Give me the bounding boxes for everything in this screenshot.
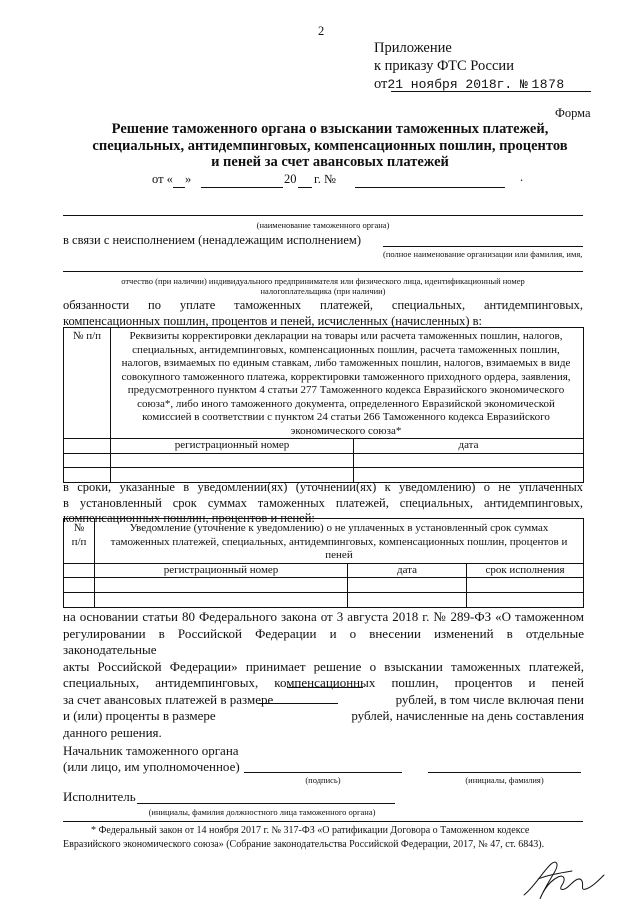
declaration-details-table — [63, 327, 584, 483]
year-field[interactable] — [298, 187, 312, 188]
terms-line-3: компенсационных пошлин, процентов и пеней: — [63, 511, 315, 525]
table2-sub-term: срок исполнения — [467, 563, 584, 578]
obligations-line-1: обязанности по уплате таможенных платежей, специальных, антидемпинговых, — [63, 298, 583, 312]
executor-label: Исполнитель — [63, 789, 136, 804]
page-number: 2 — [318, 24, 325, 38]
decision-line-3: акты Российской Федерации» принимает решение о взыскании таможенных платежей, — [63, 658, 584, 674]
executor-caption: (инициалы, фамилия должностного лица таможенного органа) — [148, 807, 376, 817]
month-field[interactable] — [201, 187, 283, 188]
person-caption-line-2: налогоплательщика (при наличии) — [260, 286, 386, 296]
table2-header: Уведомление (уточнение к уведомлению) о не уплаченных в установленный срок суммах таможенных платежей, специальных, антидемпинговых, компенсационных пошлин, процентов и пеней — [95, 519, 584, 564]
table2-row2-date[interactable] — [348, 593, 467, 608]
table1-row1-num[interactable] — [64, 453, 111, 467]
head-initials-caption: (инициалы, фамилия) — [465, 775, 544, 785]
decision-line-4: специальных, антидемпинговых, компенсационных пошлин, процентов и пеней — [63, 675, 584, 690]
accrued-label: рублей, начисленные на день составления — [351, 708, 584, 723]
decision-line-7: данного решения. — [63, 724, 162, 740]
advance-amount-label: за счет авансовых платежей в размере — [63, 691, 274, 707]
date-from: от « — [152, 172, 173, 186]
date-close-quote: » — [185, 172, 192, 186]
head-line-2: (или лицо, им уполномоченное) — [63, 759, 240, 774]
head-line-1: Начальник таможенного органа — [63, 743, 239, 758]
advance-amount-field[interactable] — [287, 687, 363, 688]
footnote-line-2: Евразийского экономического союза» (Собрание законодательства Российской Федерации, 2017, № 47, ст. 6843). — [63, 838, 545, 850]
head-signature-label — [63, 743, 240, 775]
decision-number-field[interactable] — [355, 187, 505, 188]
title-line-3: и пеней за счет авансовых платежей — [211, 154, 449, 170]
table2-sub-reg: регистрационный номер — [95, 563, 348, 578]
appendix-header — [374, 39, 565, 94]
appendix-title: Приложение — [374, 40, 452, 56]
table1-col-number: № п/п — [64, 328, 111, 439]
order-reference: к приказу ФТС России — [374, 58, 514, 74]
footnote-line-1: * Федеральный закон от 14 ноября 2017 г. № 317-ФЗ «О ратификации Договора о Таможенном кодексе — [91, 825, 530, 836]
document-title — [60, 121, 600, 171]
date-year: 20 — [284, 172, 297, 186]
table1-sub-date: дата — [354, 439, 584, 454]
table2-row1-num[interactable] — [64, 578, 95, 593]
notification-table — [63, 518, 584, 608]
person-name-field[interactable] — [63, 271, 583, 272]
customs-name-field[interactable] — [63, 215, 583, 216]
in-connection-text: в связи с неисполнением (ненадлежащим исполнением) — [63, 233, 361, 247]
decision-date-line — [152, 172, 532, 188]
terms-line-1: в сроки, указанные в уведомлении(ях) (уточнении(ях) к уведомлению) о не уплаченных — [63, 480, 583, 494]
day-field[interactable] — [173, 187, 185, 188]
including-penalties-label: рублей, в том числе включая пени — [395, 691, 584, 707]
signature-caption: (подпись) — [305, 775, 341, 785]
obligations-paragraph — [63, 298, 583, 329]
decision-line-1: на основании статьи 80 Федерального закона от 3 августа 2018 г. № 289-ФЗ «О таможенном — [63, 609, 584, 624]
handwritten-signature — [520, 855, 610, 903]
interest-amount-field[interactable] — [258, 703, 338, 704]
table1-header: Реквизиты корректировки декларации на товары или расчета таможенных пошлин, налогов, специальных, антидемпинговых, компенсационных пошлин, расчета таможенных пошлин, налогов, взимаемых по единым ставкам, либо таможенных пошлин, налогов, взимаемых в виде совокупного таможенного платежа, корректировки таможенного приходного ордера, заявления, предусмотренного пунктом 4 статьи 277 Таможенного кодекса Евразийского экономического союза*, либо иного таможенного документа, определенного Евразийской экономической комиссией в соответствии с пунктом 24 статьи 266 Таможенного кодекса Евразийского экономического союза* — [111, 328, 584, 439]
obligations-line-2: компенсационных пошлин, процентов и пеней, исчисленных (начисленных) в: — [63, 313, 483, 328]
table2-col-number: № п/п — [64, 519, 95, 564]
table1-row1-reg[interactable] — [111, 453, 354, 467]
head-signature-field[interactable] — [244, 772, 402, 773]
trailing-dot: . — [520, 170, 524, 184]
title-line-1: Решение таможенного органа о взыскании таможенных платежей, — [111, 121, 549, 137]
table2-sub-empty — [64, 563, 95, 578]
table2-row2-reg[interactable] — [95, 593, 348, 608]
table2-row1-term[interactable] — [467, 578, 584, 593]
decision-line-6 — [63, 708, 584, 725]
order-date-value: 21 ноября 2018г. № — [387, 77, 528, 92]
footnote — [63, 824, 583, 851]
decision-line-2: регулировании в Российской Федерации и о внесении изменений в отдельные законодательные — [63, 625, 584, 657]
form-label: Форма — [555, 106, 591, 120]
order-date-prefix: от — [374, 76, 388, 92]
executor-field[interactable] — [137, 803, 395, 804]
organization-name-caption: (полное наименование организации или фамилия, имя, — [383, 249, 583, 259]
date-number-label: г. № — [314, 172, 336, 186]
interest-amount-label: и (или) проценты в размере — [63, 708, 216, 723]
person-caption-line-1: отчество (при наличии) индивидуального предпринимателя или физического лица, идентификационный номер — [121, 276, 525, 286]
table1-sub-empty — [64, 439, 111, 454]
organization-name-field[interactable] — [383, 246, 583, 247]
title-line-2: специальных, антидемпинговых, компенсационных пошлин, процентов — [92, 137, 568, 154]
order-number: 1878 — [531, 77, 565, 92]
table2-row2-num[interactable] — [64, 593, 95, 608]
decision-line-5 — [63, 692, 584, 709]
decision-paragraph — [63, 609, 584, 741]
table1-sub-reg: регистрационный номер — [111, 439, 354, 454]
table1-row1-date[interactable] — [354, 453, 584, 467]
footnote-divider — [63, 821, 583, 822]
table2-row1-reg[interactable] — [95, 578, 348, 593]
head-initials-field[interactable] — [428, 772, 581, 773]
table2-row2-term[interactable] — [467, 593, 584, 608]
customs-name-caption: (наименование таможенного органа) — [256, 220, 390, 230]
person-caption — [63, 276, 583, 296]
table2-row1-date[interactable] — [348, 578, 467, 593]
table2-sub-date: дата — [348, 563, 467, 578]
order-date-underline — [391, 91, 591, 92]
terms-line-2: в установленный срок суммах таможенных платежей, специальных, антидемпинговых, — [63, 495, 583, 510]
